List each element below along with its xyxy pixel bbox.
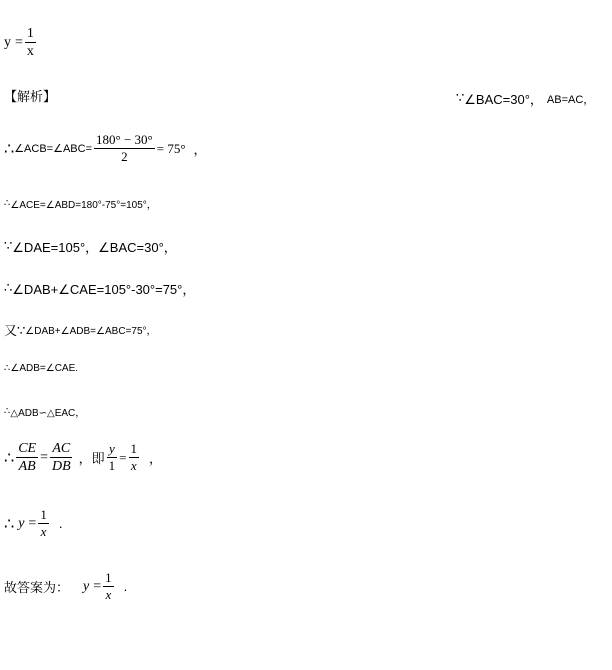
step-line-5	[4, 320, 157, 339]
formula-lhs: y	[83, 578, 90, 594]
ratio-1-x	[129, 442, 140, 474]
answer-line	[4, 571, 127, 603]
top-formula	[4, 26, 38, 60]
therefore-symbol: ∴	[4, 139, 15, 159]
step-text: ∠DAE=105°，∠BAC=30°，	[12, 240, 177, 255]
step-line-3	[4, 237, 177, 256]
fraction-numerator: y	[107, 442, 117, 458]
also-because-symbol: 又∵	[4, 323, 26, 338]
ratio-ac-db	[50, 441, 73, 475]
therefore-symbol: ∴	[4, 448, 15, 468]
ratio-ce-ab	[16, 441, 38, 475]
therefore-symbol: ∴	[4, 198, 11, 209]
namely-text: ，即	[78, 451, 105, 467]
step-line-7	[4, 404, 85, 419]
answer-label: 故答案为：	[4, 580, 70, 596]
fraction-denominator: 1	[108, 458, 116, 474]
formula-eq: =	[15, 34, 23, 50]
fraction-numerator: 1	[38, 508, 49, 524]
given-right	[456, 89, 594, 108]
period: .	[123, 579, 128, 595]
equals-sign: =	[28, 515, 37, 531]
step-line-4	[4, 279, 195, 298]
step-text: ∠DAB+∠ADB=∠ABC=75°，	[25, 326, 157, 337]
step-text: ∠ADB=∠CAE.	[10, 363, 79, 374]
fraction-denominator: 2	[121, 149, 128, 165]
analysis-heading: 【解析】	[4, 89, 57, 104]
equals-sign: =	[119, 449, 127, 465]
period: .	[58, 516, 63, 532]
step-fraction	[94, 133, 155, 165]
formula-fraction	[25, 26, 36, 60]
because-symbol: ∵	[4, 239, 13, 254]
ratio-y-1	[107, 442, 118, 474]
therefore-symbol: ∴	[4, 514, 15, 534]
equals-sign: =	[40, 449, 48, 465]
fraction-denominator: x	[40, 524, 47, 540]
step-comma: ，	[193, 142, 207, 158]
fraction-denominator: DB	[51, 459, 71, 475]
formula-lhs: y	[4, 34, 11, 50]
given-angle-text: ∠BAC=30°，	[464, 92, 543, 107]
fraction-denominator: AB	[18, 459, 36, 475]
step-comma: ，	[149, 451, 163, 467]
step-line-2	[4, 196, 157, 211]
step-text: ∠DAB+∠CAE=105°-30°=75°，	[12, 282, 196, 297]
formula-fraction	[38, 508, 49, 540]
fraction-numerator: 1	[129, 442, 140, 458]
therefore-symbol: ∴	[4, 281, 13, 296]
fraction-numerator: 1	[25, 26, 36, 43]
fraction-denominator: x	[130, 458, 137, 474]
step-line-9	[4, 508, 62, 540]
fraction-denominator: x	[105, 587, 112, 603]
step-line-6	[4, 363, 78, 374]
step-text: ∠ACB=∠ABC=	[14, 143, 92, 156]
therefore-symbol: ∴	[4, 406, 11, 417]
step-text: ∠ACE=∠ABD=180°-75°=105°，	[10, 200, 157, 211]
fraction-numerator: 180° − 30°	[94, 133, 155, 149]
formula-lhs: y	[18, 515, 25, 531]
step-text: △ADB∽△EAC，	[10, 408, 86, 419]
equals-sign: =	[93, 578, 102, 594]
therefore-symbol: ∴	[4, 363, 11, 374]
given-sides-text: AB=AC，	[546, 93, 595, 106]
formula-fraction	[103, 571, 114, 603]
fraction-numerator: CE	[16, 441, 38, 458]
because-symbol: ∵	[456, 91, 465, 106]
step-line-8	[4, 441, 162, 475]
fraction-denominator: x	[26, 44, 34, 60]
step-line-1	[4, 133, 207, 165]
fraction-numerator: AC	[50, 441, 72, 458]
step-result: = 75°	[156, 140, 186, 156]
fraction-numerator: 1	[103, 571, 114, 587]
